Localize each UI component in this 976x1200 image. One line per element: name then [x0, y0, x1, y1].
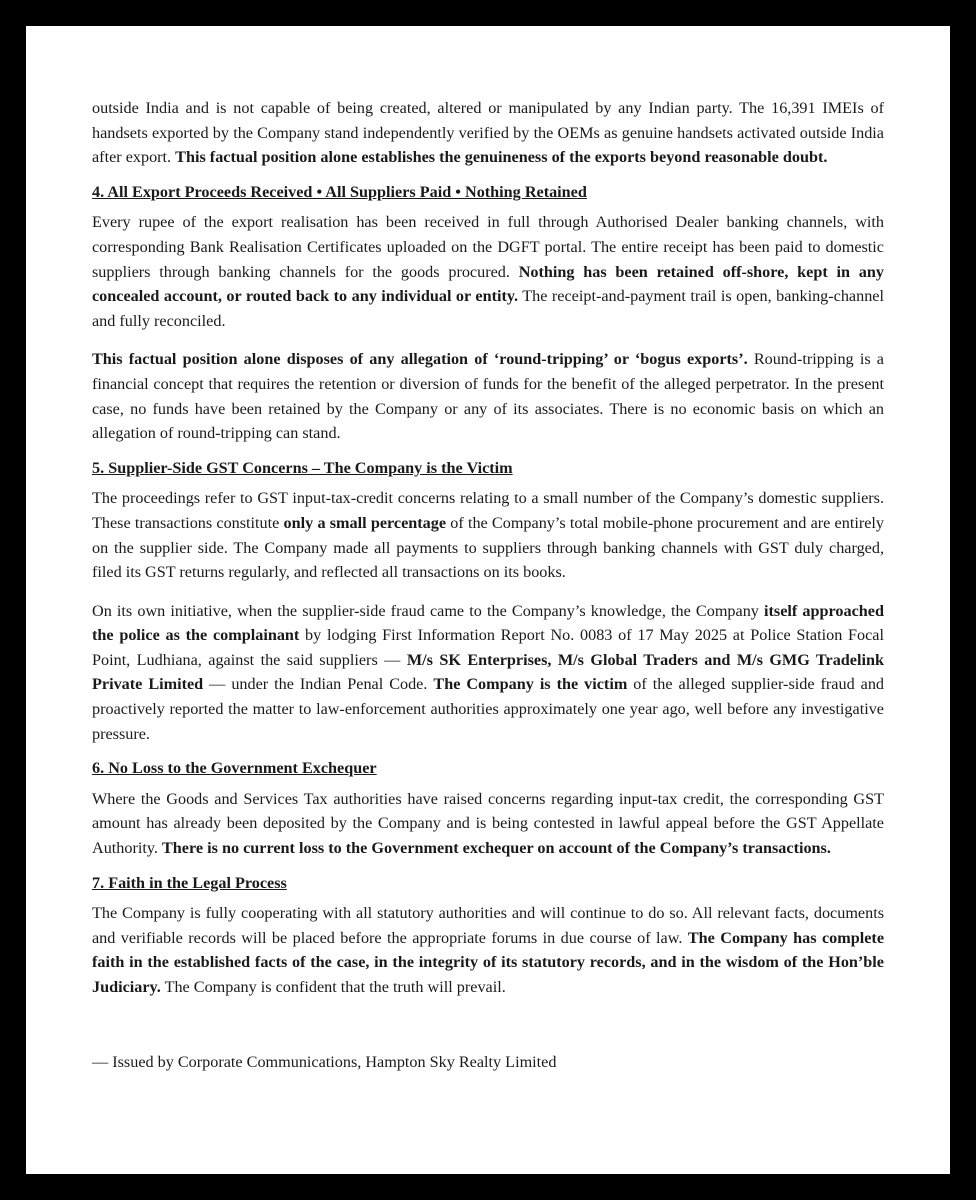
s6-p1-bold: There is no current loss to the Government exchequer on account of the Company’s transactions. — [162, 839, 831, 858]
section-5-paragraph-1 — [92, 486, 884, 584]
s4-p1-text-a: Every rupee of the export realisation has been received in full through Authorised Dealer banking channels, with corresponding Bank Realisation Certificates uploaded on the DGFT portal. The entire receipt has been paid to domestic suppliers through banking channels for the goods procured. — [92, 213, 884, 281]
section-6-paragraph-1 — [92, 787, 884, 861]
s4-p1-bold: Nothing has been retained off-shore, kept in any concealed account, or routed back to any individual or entity. — [92, 262, 884, 306]
s5-p2-text-b: by lodging First Information Report No. 0083 of 17 May 2025 at Police Station Focal Point, Ludhiana, against the said suppliers — — [92, 626, 884, 669]
s5-p2-text-a: On its own initiative, when the supplier-side fraud came to the Company’s knowledge, the Company — [92, 601, 765, 620]
issuer-footer: — Issued by Corporate Communications, Hampton Sky Realty Limited — [92, 1052, 557, 1071]
section-6-heading: 6. No Loss to the Government Exchequer — [92, 759, 377, 778]
section-4-paragraph-2 — [92, 347, 884, 445]
s6-p1-text: Where the Goods and Services Tax authorities have raised concerns regarding input-tax credit, the corresponding GST amount has already been deposited by the Company and is being contested in lawful appeal before the GST Appellate Authority. — [92, 789, 884, 858]
section-4-heading: 4. All Export Proceeds Received • All Suppliers Paid • Nothing Retained — [92, 182, 587, 201]
continuation-paragraph — [92, 96, 884, 170]
document-page — [26, 26, 950, 1174]
s7-p1-bold: The Company has complete faith in the established facts of the case, in the integrity of its statutory records, and in the wisdom of the Hon’ble Judiciary. — [92, 928, 885, 996]
s4-p1-text-b: The receipt-and-payment trail is open, banking-channel and fully reconciled. — [92, 287, 884, 330]
section-7-heading: 7. Faith in the Legal Process — [92, 873, 287, 892]
s5-p2-text-d: of the alleged supplier-side fraud and proactively reported the matter to law-enforcement authorities approximately one year ago, well before any investigative pressure. — [92, 675, 885, 743]
section-5-paragraph-2 — [92, 599, 884, 747]
section-7-paragraph-1 — [92, 901, 884, 999]
s5-p2-bold-3: The Company is the victim — [433, 675, 628, 694]
s5-p1-bold: only a small percentage — [283, 513, 447, 532]
s4-p2-bold: This factual position alone disposes of any allegation of ‘round-tripping’ or ‘bogus exports’. — [92, 350, 748, 369]
continuation-text: outside India and is not capable of being created, altered or manipulated by any Indian party. The 16,391 IMEIs of handsets exported by the Company stand independently verified by the OEMs as genuine handsets activated outside India after export. — [92, 99, 884, 167]
s7-p1-text-b: The Company is confident that the truth will prevail. — [160, 978, 506, 996]
continuation-bold-text: This factual position alone establishes the genuineness of the exports beyond reasonable doubt. — [175, 148, 828, 167]
s5-p1-text-b: of the Company’s total mobile-phone procurement and are entirely on the supplier side. The Company made all payments to suppliers through banking channels with GST duly charged, filed its GST returns regularly, and reflected all transactions on its books. — [92, 513, 884, 582]
section-4-paragraph-1 — [92, 210, 884, 333]
s5-p2-bold-2: M/s SK Enterprises, M/s Global Traders and M/s GMG Tradelink Private Limited — [92, 650, 884, 694]
s4-p2-text: Round-tripping is a financial concept that requires the retention or diversion of funds for the benefit of the alleged perpetrator. In the present case, no funds have been retained by the Company or any of its associates. There is no economic basis on which an allegation of round-tripping can stand. — [92, 350, 884, 443]
s7-p1-text-a: The Company is fully cooperating with all statutory authorities and will continue to do so. All relevant facts, documents and verifiable records will be placed before the appropriate forums in due course of law. — [92, 904, 884, 947]
section-5-heading: 5. Supplier-Side GST Concerns – The Company is the Victim — [92, 458, 513, 477]
s5-p2-text-c: — under the Indian Penal Code. — [203, 675, 434, 694]
s5-p1-text-a: The proceedings refer to GST input-tax-credit concerns relating to a small number of the Company’s domestic suppliers. These transactions constitute — [92, 489, 884, 532]
s5-p2-bold-1: itself approached the police as the complainant — [92, 601, 884, 645]
